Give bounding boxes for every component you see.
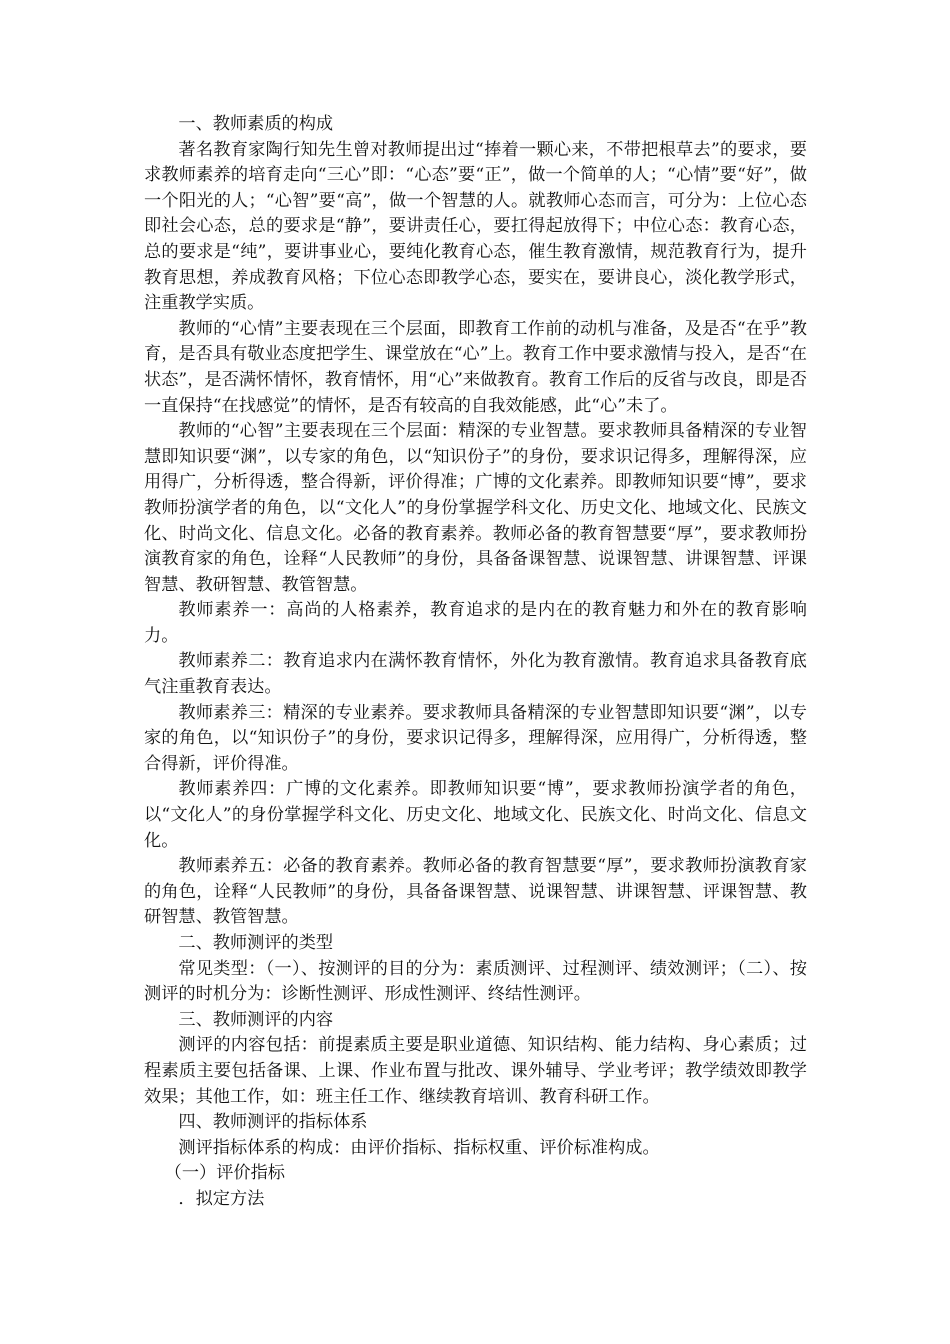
list-item-method: ．拟定方法 (178, 1188, 265, 1209)
paragraph-tao-xingzhi: 著名教育家陶行知先生曾对教师提出过“捧着一颗心来，不带把根草去”的要求，要求教师素养的培育走向“三心”即：“心态”要“正”，做一个简单的人；“心情”要“好”，做一个阳光的人；“心智”要“高”，做一个智慧的人。就教师心态而言，可分为：上位心态即社会心态，总的要求是“静”，要讲责任心，要扛得起放得下；中位心态：教育心态，总的要求是“纯”，要讲事业心，要纯化教育心态，催生教育激情，规范教育行为，提升教育思想，养成教育风格；下位心态即教学心态，要实在，要讲良心，淡化教学形式，注重教学实质。 (144, 139, 807, 314)
paragraph-suyang-2: 教师素养二：教育追求内在满怀教育情怀，外化为教育激情。教育追求具备教育底气注重教育表达。 (144, 651, 807, 698)
paragraph-suyang-4: 教师素养四：广博的文化素养。即教师知识要“博”，要求教师扮演学者的角色，以“文化人”的身份掌握学科文化、历史文化、地域文化、民族文化、时尚文化、信息文化。 (144, 779, 807, 851)
document-page (144, 112, 807, 1213)
paragraph-suyang-1: 教师素养一：高尚的人格素养，教育追求的是内在的教育魅力和外在的教育影响力。 (144, 600, 807, 646)
paragraph-suyang-5: 教师素养五：必备的教育素养。教师必备的教育智慧要“厚”，要求教师扮演教育家的角色，诠释“人民教师”的身份，具备备课智慧、说课智慧、讲课智慧、评课智慧、教研智慧、教管智慧。 (144, 856, 807, 928)
paragraph-xinzhi: 教师的“心智”主要表现在三个层面：精深的专业智慧。要求教师具备精深的专业智慧即知识要“渊”，以专家的角色，以“知识份子”的身份，要求识记得多，理解得深，应用得广，分析得透，整合得新，评价得准；广博的文化素养。即教师知识要“博”，要求教师扮演学者的角色，以“文化人”的身份掌握学科文化、历史文化、地域文化、民族文化、时尚文化、信息文化。必备的教育素养。教师必备的教育智慧要“厚”，要求教师扮演教育家的角色，诠释“人民教师”的身份，具备备课智慧、说课智慧、讲课智慧、评课智慧、教研智慧、教管智慧。 (144, 421, 807, 595)
section-heading-1: 一、教师素质的构成 (178, 114, 334, 134)
paragraph-content: 测评的内容包括：前提素质主要是职业道德、知识结构、能力结构、身心素质；过程素质主要包括备课、上课、作业布置与批改、课外辅导、学业考评；教学绩效即教学效果；其他工作，如：班主任工作、继续教育培训、教育科研工作。 (144, 1035, 807, 1107)
paragraph-index-system: 测评指标体系的构成：由评价指标、指标权重、评价标准构成。 (178, 1137, 660, 1158)
subheading-evaluation-index: （一）评价指标 (164, 1163, 285, 1184)
paragraph-types: 常见类型：（一）、按测评的目的分为：素质测评、过程测评、绩效测评；（二）、按测评的时机分为：诊断性测评、形成性测评、终结性测评。 (144, 958, 807, 1005)
paragraph-suyang-3: 教师素养三：精深的专业素养。要求教师具备精深的专业智慧即知识要“渊”，以专家的角色，以“知识份子”的身份，要求识记得多，理解得深，应用得广，分析得透，整合得新，评价得准。 (144, 702, 807, 774)
paragraph-xinqing: 教师的“心情”主要表现在三个层面，即教育工作前的动机与准备，及是否“在乎”教育，是否具有敬业态度把学生、课堂放在“心”上。教育工作中要求激情与投入，是否“在状态”，是否满怀情怀，教育情怀，用“心”来做教育。教育工作后的反省与改良，即是否一直保持“在找感觉”的情怀，是否有较高的自我效能感，此“心”未了。 (144, 318, 807, 416)
section-heading-4: 四、教师测评的指标体系 (178, 1112, 368, 1133)
section-heading-2: 二、教师测评的类型 (178, 933, 334, 953)
section-heading-3: 三、教师测评的内容 (178, 1009, 334, 1030)
